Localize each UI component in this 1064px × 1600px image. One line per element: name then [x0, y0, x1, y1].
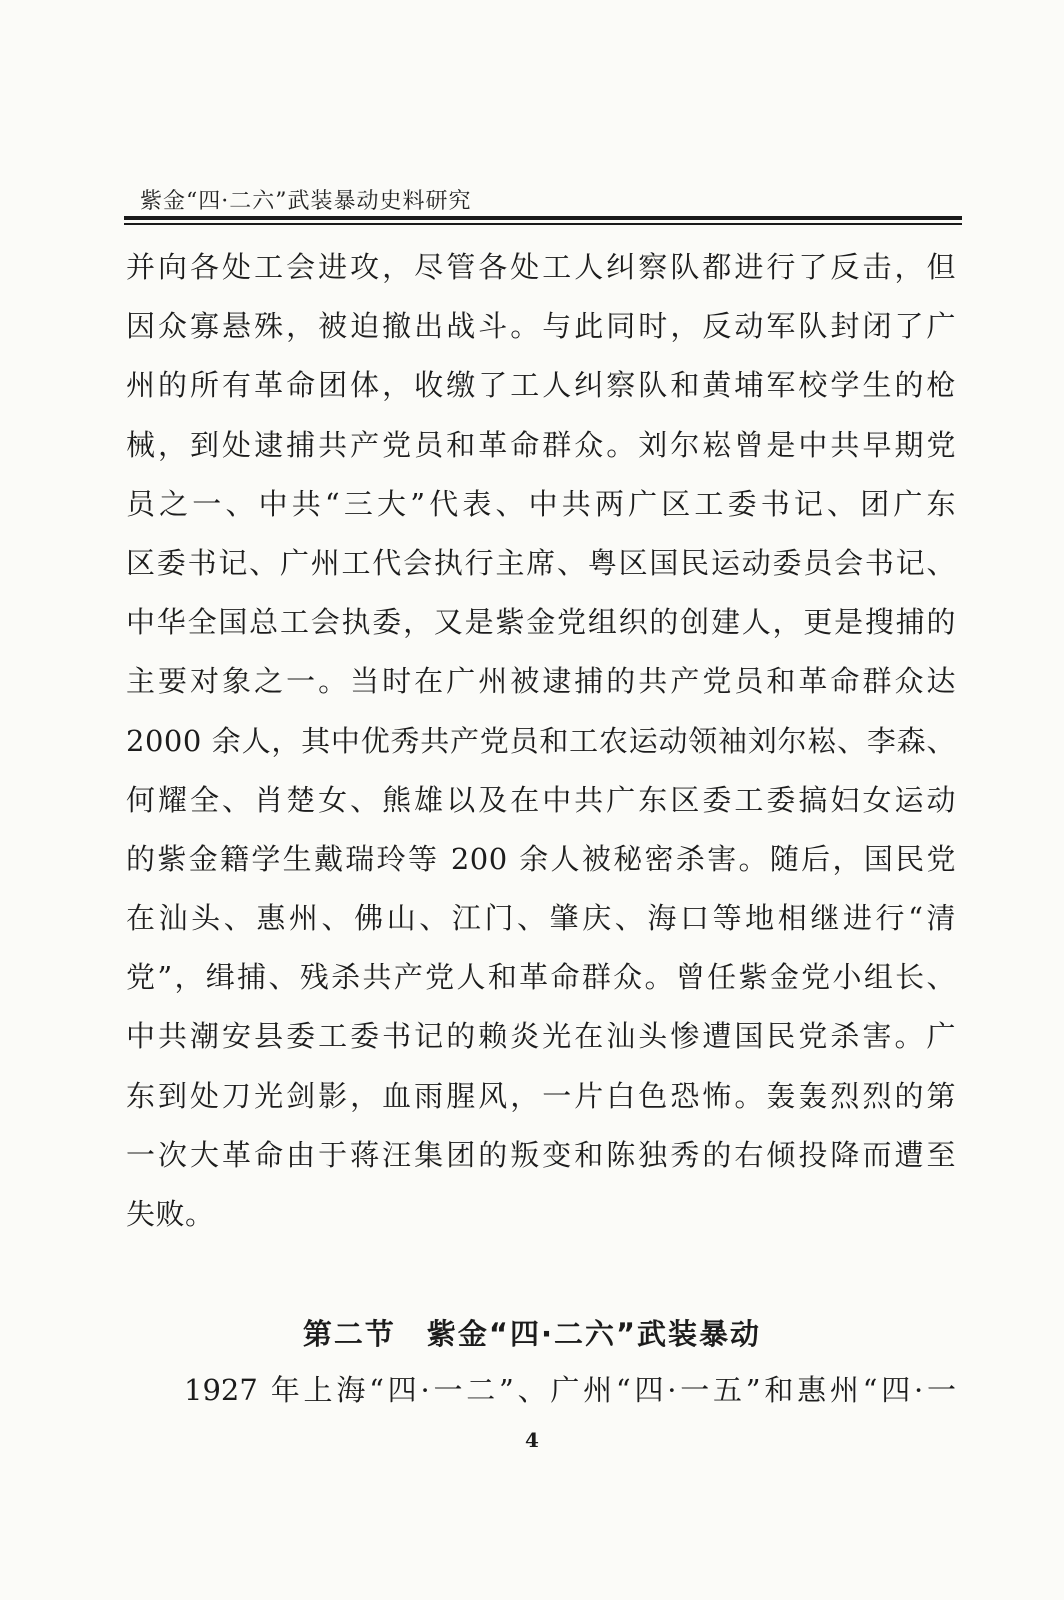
text-line: 主要对象之一。当时在广州被逮捕的共产党员和革命群众达	[126, 664, 956, 699]
text-line: 一次大革命由于蒋汪集团的叛变和陈独秀的右倾投降而遭至	[126, 1137, 956, 1172]
text-line: 州的所有革命团体，收缴了工人纠察队和黄埔军校学生的枪	[126, 368, 956, 403]
text-line: 的紫金籍学生戴瑞玲等 200 余人被秘密杀害。随后，国民党	[126, 841, 956, 876]
text-line: 员之一、中共“三大”代表、中共两广区工委书记、团广东	[126, 486, 956, 521]
header-rule-thick	[124, 216, 962, 220]
text-line: 因众寡悬殊，被迫撤出战斗。与此同时，反动军队封闭了广	[126, 309, 956, 344]
running-header: 紫金“四·二六”武装暴动史料研究	[140, 189, 472, 214]
page-number: 4	[525, 1428, 539, 1452]
text-line: 东到处刀光剑影，血雨腥风，一片白色恐怖。轰轰烈烈的第	[126, 1078, 956, 1113]
text-line: 2000 余人，其中优秀共产党员和工农运动领袖刘尔崧、李森、	[126, 723, 956, 758]
text-line: 中共潮安县委工委书记的赖炎光在汕头惨遭国民党杀害。广	[126, 1019, 956, 1054]
body-text	[126, 238, 956, 1244]
section-opening-line: 1927 年上海“四·一二”、广州“四·一五”和惠州“四·一	[184, 1373, 956, 1407]
text-line: 何耀全、肖楚女、熊雄以及在中共广东区委工委搞妇女运动	[126, 782, 956, 817]
text-line: 党”，缉捕、残杀共产党人和革命群众。曾任紫金党小组长、	[126, 960, 956, 995]
text-line: 区委书记、广州工代会执行主席、粤区国民运动委员会书记、	[126, 545, 956, 580]
text-line: 并向各处工会进攻，尽管各处工人纠察队都进行了反击，但	[126, 250, 956, 284]
text-line: 械，到处逮捕共产党员和革命群众。刘尔崧曾是中共早期党	[126, 427, 956, 462]
section-title: 第二节 紫金“四·二六”武装暴动	[302, 1317, 762, 1351]
text-line: 中华全国总工会执委，又是紫金党组织的创建人，更是搜捕的	[126, 605, 956, 640]
text-line: 失败。	[126, 1197, 215, 1231]
text-line: 在汕头、惠州、佛山、江门、肇庆、海口等地相继进行“清	[126, 901, 956, 936]
header-rule-thin	[124, 223, 962, 225]
